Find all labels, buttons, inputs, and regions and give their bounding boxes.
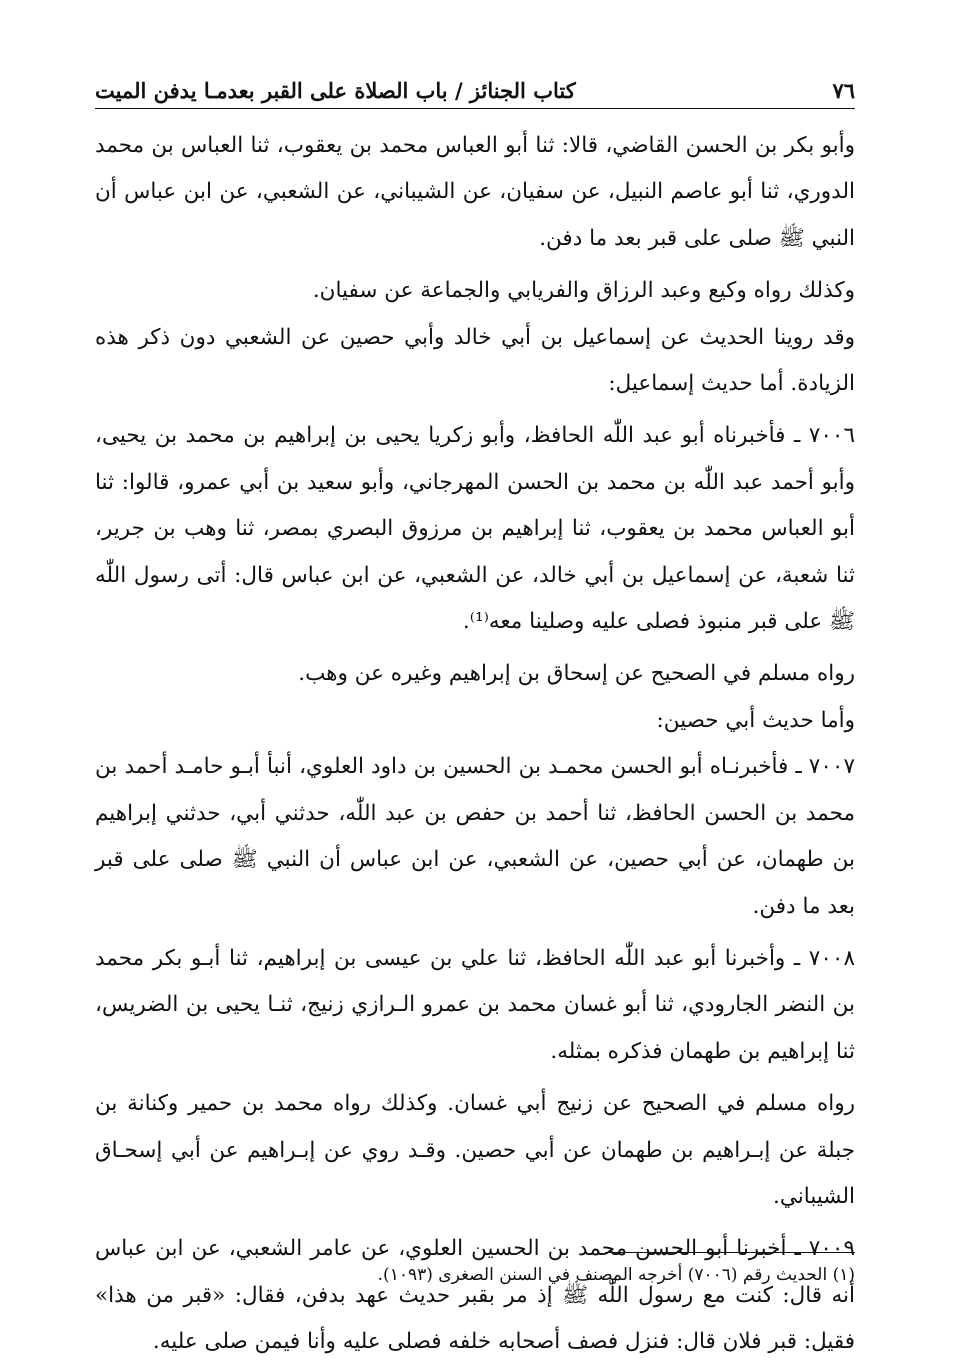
hadith-7006: ٧٠٠٦ ـ فأخبرناه أبو عبد اللّٰه الحافظ، وأبو زكريا يحيى بن إبراهيم بن محمد بن يحيى، وأبو أحمد عبد اللّٰه بن محمد بن الحسن المهرجاني، وأبو سعيد بن أبي عمرو، قالوا: ثنا أبو العباس محمد بن يعقوب، ثنا إبراهيم بن مرزوق البصري بمصر، ثنا وهب بن جرير، ثنا شعبة، عن إسماعيل بن أبي خالد، عن الشعبي، عن ابن عباس قال: أتى رسول اللّٰه ﷺ على قبر منبوذ فصلى عليه وصلينا معه⁽¹⁾. <box>95 423 855 635</box>
paragraph: وقد روينا الحديث عن إسماعيل بن أبي خالد وأبي حصين عن الشعبي دون ذكر هذه الزيادة. أما حديث إسماعيل: <box>95 324 855 397</box>
paragraph: وأما حديث أبي حصين: <box>656 707 855 733</box>
page-number: ٧٦ <box>832 78 855 103</box>
page-body <box>95 123 855 1366</box>
paragraph: وأبو بكر بن الحسن القاضي، قالا: ثنا أبو العباس محمد بن يعقوب، ثنا العباس بن محمد الدوري، ثنا أبو عاصم النبيل، عن سفيان، عن الشيباني، عن الشعبي، عن ابن عباس أن النبي ﷺ صلى على قبر بعد ما دفن. <box>95 133 855 251</box>
running-title: كتاب الجنائز / باب الصلاة على القبر بعدمـا يدفن الميت <box>95 78 576 103</box>
paragraph: وكذلك رواه وكيع وعبد الرزاق والفريابي والجماعة عن سفيان. <box>312 278 855 304</box>
paragraph: رواه مسلم في الصحيح عن إسحاق بن إبراهيم وغيره عن وهب. <box>298 661 855 687</box>
hadith-7007: ٧٠٠٧ ـ فأخبرنـاه أبو الحسن محمـد بن الحسين بن داود العلوي، أنبأ أبـو حامـد أحمد بن محمد بن الحسن الحافظ، ثنا أحمد بن حفص بن عبد اللّٰه، حدثني أبي، حدثني إبراهيم بن طهمان، عن أبي حصين، عن الشعبي، عن ابن عباس أن النبي ﷺ صلى على قبر بعد ما دفن. <box>95 754 855 919</box>
paragraph: رواه مسلم في الصحيح عن زنيج أبي غسان. وكذلك رواه محمد بن حمير وكنانة بن جبلة عن إبـراهيم بن طهمان عن أبي حصين. وقـد روي عن إبـراهيم عن أبي إسحـاق الشيباني. <box>95 1091 855 1209</box>
hadith-7008: ٧٠٠٨ ـ وأخبرنا أبو عبد اللّٰه الحافظ، ثنا علي بن عيسى بن إبراهيم، ثنا أبـو بكر محمد بن النضر الجارودي، ثنا أبو غسان محمد بن عمرو الـرازي زنيج، ثنـا يحيى بن الضريس، ثنا إبراهيم بن طهمان فذكره بمثله. <box>95 945 855 1064</box>
page <box>95 78 855 1366</box>
footnote-separator <box>605 1252 855 1253</box>
page-header <box>95 78 855 109</box>
hadith-7009: ٧٠٠٩ ـ أخبرنا أبو الحسن محمد بن الحسين العلوي، عن عامر الشعبي، عن ابن عباس أنه قال: كنت مع رسول اللّٰه ﷺ إذ مر بقبر حديث عهد بدفن، فقال: «قبر من هذا» فقيل: قبر فلان قال: فنزل فصف أصحابه خلفه فصلى عليه وأنا فيمن صلى عليه. <box>95 1236 855 1355</box>
footnote: (١) الحديث رقم (٧٠٠٦) أخرجه المصنف في السنن الصغرى (١٠٩٣). <box>377 1265 855 1285</box>
